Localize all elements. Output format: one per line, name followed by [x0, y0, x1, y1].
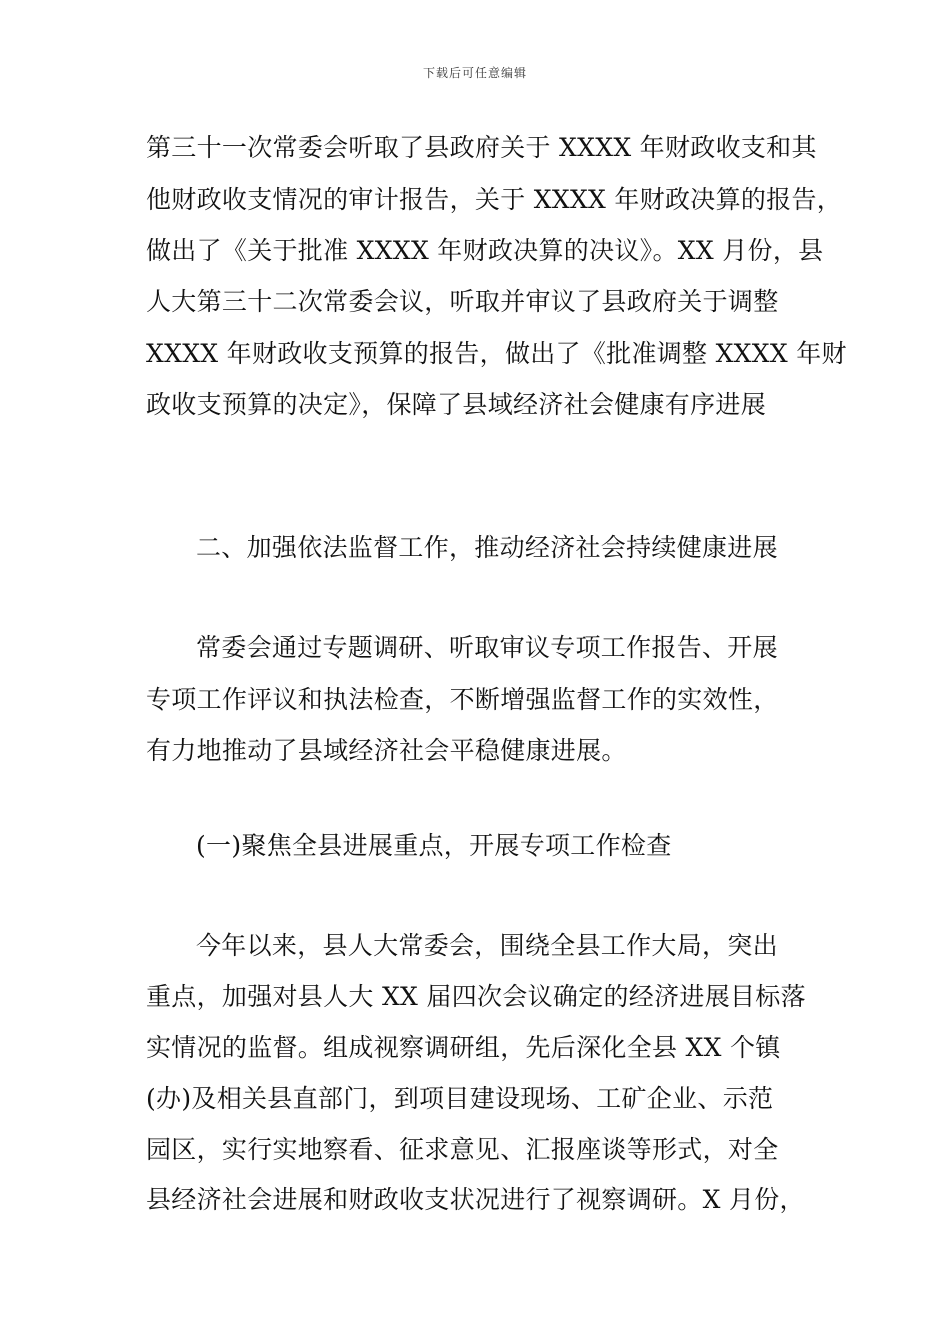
text-line: (办)及相关县直部门，到项目建设现场、工矿企业、示范 [146, 1084, 774, 1113]
text-line: 他财政收支情况的审计报告，关于 XXXX 年财政决算的报告， [146, 185, 843, 214]
text-line: 第三十一次常委会听取了县政府关于 XXXX 年财政收支和其 [146, 133, 817, 162]
header-note: 下载后可任意编辑 [422, 66, 527, 80]
text-line: 今年以来，县人大常委会，围绕全县工作大局，突出 [196, 931, 778, 960]
text-line: 做出了《关于批准 XXXX 年财政决算的决议》。XX 月份，县 [146, 236, 824, 265]
text-line: 实情况的监督。组成视察调研组，先后深化全县 XX 个镇 [146, 1033, 781, 1062]
section-heading: 二、加强依法监督工作，推动经济社会持续健康进展 [196, 533, 778, 562]
text-line: 有力地推动了县域经济社会平稳健康进展。 [146, 736, 627, 765]
text-line: 政收支预算的决定》，保障了县域经济社会健康有序进展 [146, 390, 767, 419]
text-line: 园区，实行实地察看、征求意见、汇报座谈等形式，对全 [146, 1135, 779, 1164]
text-line: XXXX 年财政收支预算的报告，做出了《批准调整 XXXX 年财 [146, 339, 847, 368]
text-line: 重点，加强对县人大 XX 届四次会议确定的经济进展目标落 [146, 982, 806, 1011]
subsection-heading: (一)聚焦全县进展重点，开展专项工作检查 [196, 831, 672, 860]
text-line: 专项工作评议和执法检查，不断增强监督工作的实效性， [146, 685, 779, 714]
text-line: 常委会通过专题调研、听取审议专项工作报告、开展 [196, 633, 778, 662]
text-line: 县经济社会进展和财政收支状况进行了视察调研。X 月份， [146, 1185, 805, 1214]
text-line: 人大第三十二次常委会议，听取并审议了县政府关于调整 [146, 287, 779, 316]
